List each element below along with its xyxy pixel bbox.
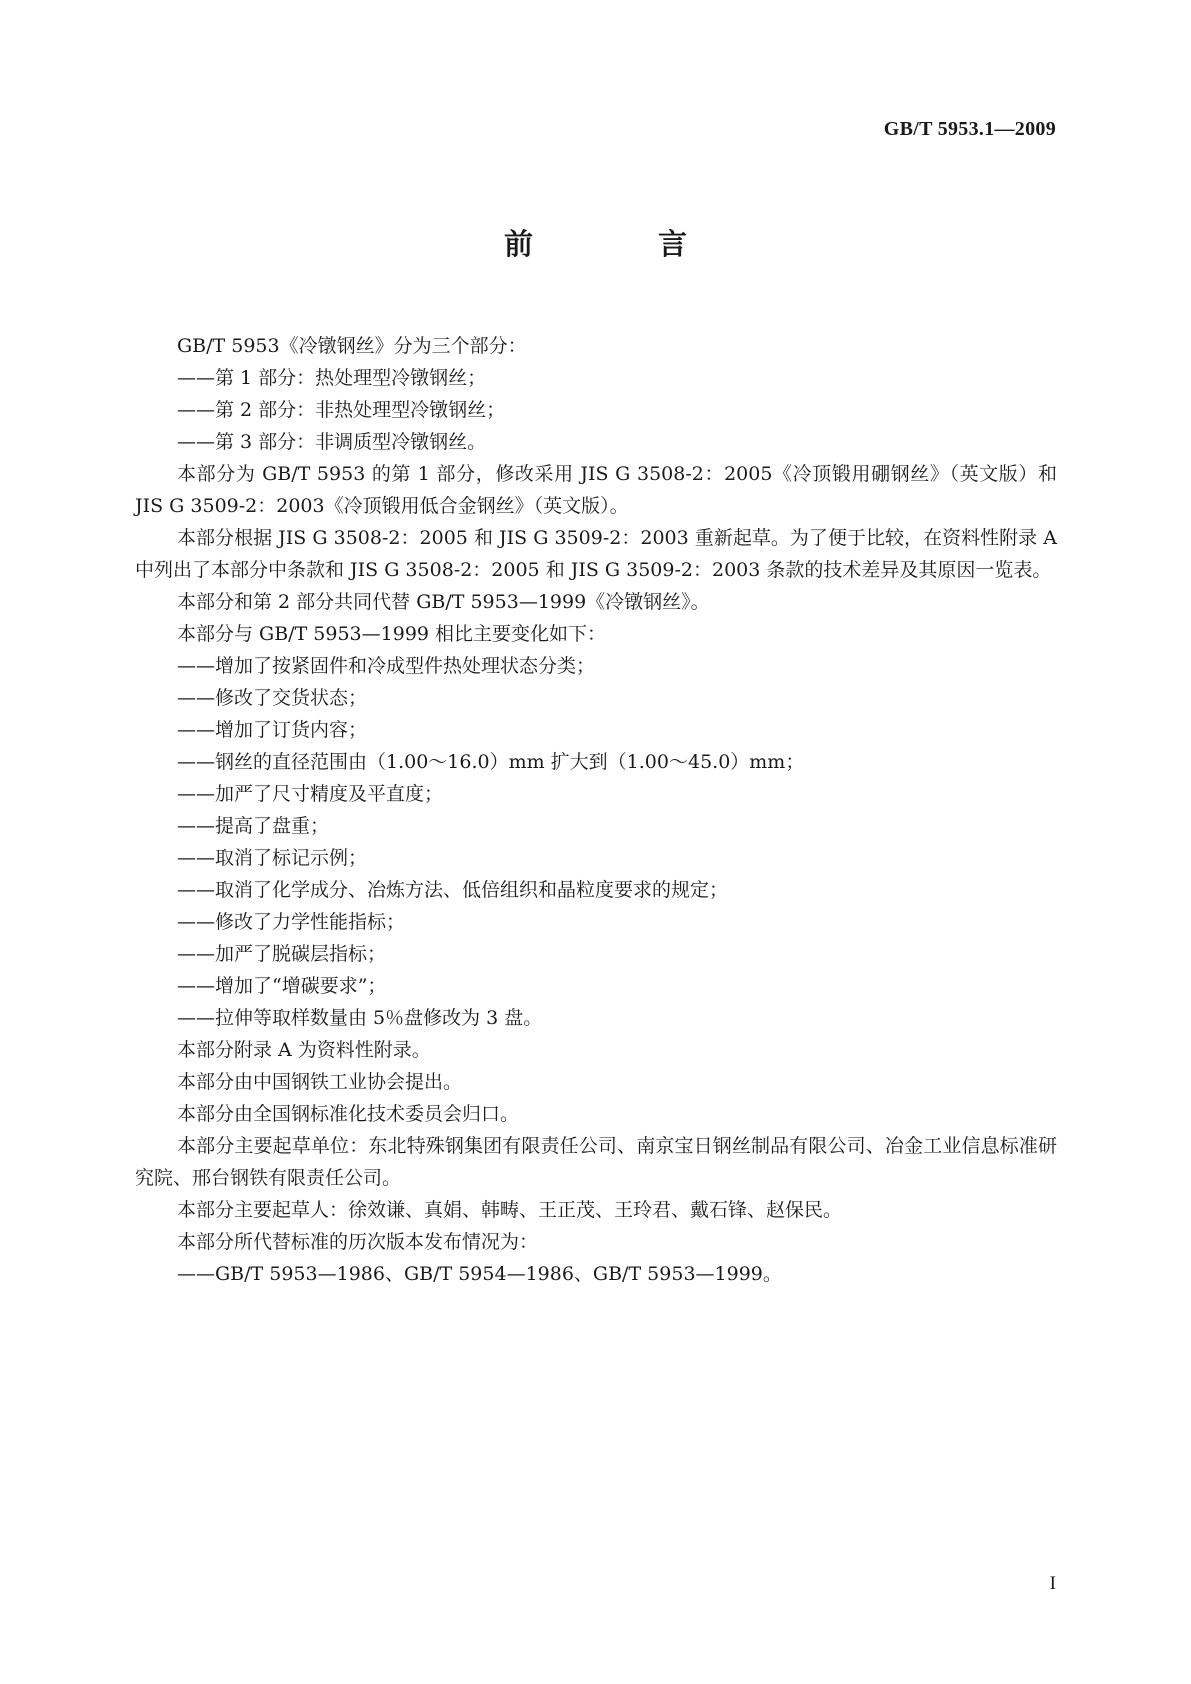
body-paragraph: 本部分附录 A 为资料性附录。 — [177, 1039, 431, 1061]
body-paragraph: GB/T 5953《冷镦钢丝》分为三个部分： — [177, 335, 527, 357]
dash-list-item: ——钢丝的直径范围由（1.00～16.0）mm 扩大到（1.00～45.0）mm； — [177, 751, 805, 773]
dash-list-item: ——提高了盘重； — [177, 815, 330, 837]
page-title: 前 言 — [503, 227, 735, 261]
body-paragraph: 本部分由全国钢标准化技术委员会归口。 — [177, 1103, 520, 1125]
dash-list-item: ——取消了标记示例； — [177, 847, 368, 869]
body-paragraph: 本部分所代替标准的历次版本发布情况为： — [177, 1231, 539, 1253]
body-paragraph: 本部分为 GB/T 5953 的第 1 部分，修改采用 JIS G 3508-2：2005《冷顶锻用硼钢丝》（英文版）和 JIS G 3509-2：2003《冷顶锻用低合金钢丝》（英文版）。 — [135, 463, 1057, 517]
dash-list-item: ——增加了“增碳要求”； — [177, 975, 387, 997]
page-number: I — [1049, 1573, 1056, 1594]
dash-list-item: ——取消了化学成分、冶炼方法、低倍组织和晶粒度要求的规定； — [177, 879, 729, 901]
dash-list-item: ——拉伸等取样数量由 5％盘修改为 3 盘。 — [177, 1007, 543, 1029]
dash-list-item: ——加严了脱碳层指标； — [177, 943, 387, 965]
body-paragraph: 本部分由中国钢铁工业协会提出。 — [177, 1071, 463, 1093]
dash-list-item: ——GB/T 5953—1986、GB/T 5954—1986、GB/T 5953—1999。 — [177, 1263, 782, 1285]
dash-list-item: ——第 3 部分：非调质型冷镦钢丝。 — [177, 431, 487, 453]
body-paragraph: 本部分与 GB/T 5953—1999 相比主要变化如下： — [177, 623, 607, 645]
body-paragraph: 本部分根据 JIS G 3508-2：2005 和 JIS G 3509-2：2003 重新起草。为了便于比较，在资料性附录 A 中列出了本部分中条款和 JIS G 3508-2：2005 和 JIS G 3509-2：2003 条款的技术差异及其原因一览表。 — [135, 527, 1057, 581]
dash-list-item: ——修改了力学性能指标； — [177, 911, 406, 933]
dash-list-item: ——增加了订货内容； — [177, 719, 368, 741]
body-paragraph: 本部分主要起草单位：东北特殊钢集团有限责任公司、南京宝日钢丝制品有限公司、冶金工业信息标准研究院、邢台钢铁有限责任公司。 — [135, 1135, 1057, 1189]
document-body — [135, 330, 1057, 1290]
dash-list-item: ——第 1 部分：热处理型冷镦钢丝； — [177, 367, 487, 389]
dash-list-item: ——第 2 部分：非热处理型冷镦钢丝； — [177, 399, 506, 421]
standard-number: GB/T 5953.1—2009 — [883, 118, 1056, 140]
body-paragraph: 本部分和第 2 部分共同代替 GB/T 5953—1999《冷镦钢丝》。 — [177, 591, 710, 613]
dash-list-item: ——修改了交货状态； — [177, 687, 368, 709]
dash-list-item: ——增加了按紧固件和冷成型件热处理状态分类； — [177, 655, 596, 677]
dash-list-item: ——加严了尺寸精度及平直度； — [177, 783, 444, 805]
body-paragraph: 本部分主要起草人：徐效谦、真娟、韩畴、王正茂、王玲君、戴石锋、赵保民。 — [177, 1199, 843, 1221]
